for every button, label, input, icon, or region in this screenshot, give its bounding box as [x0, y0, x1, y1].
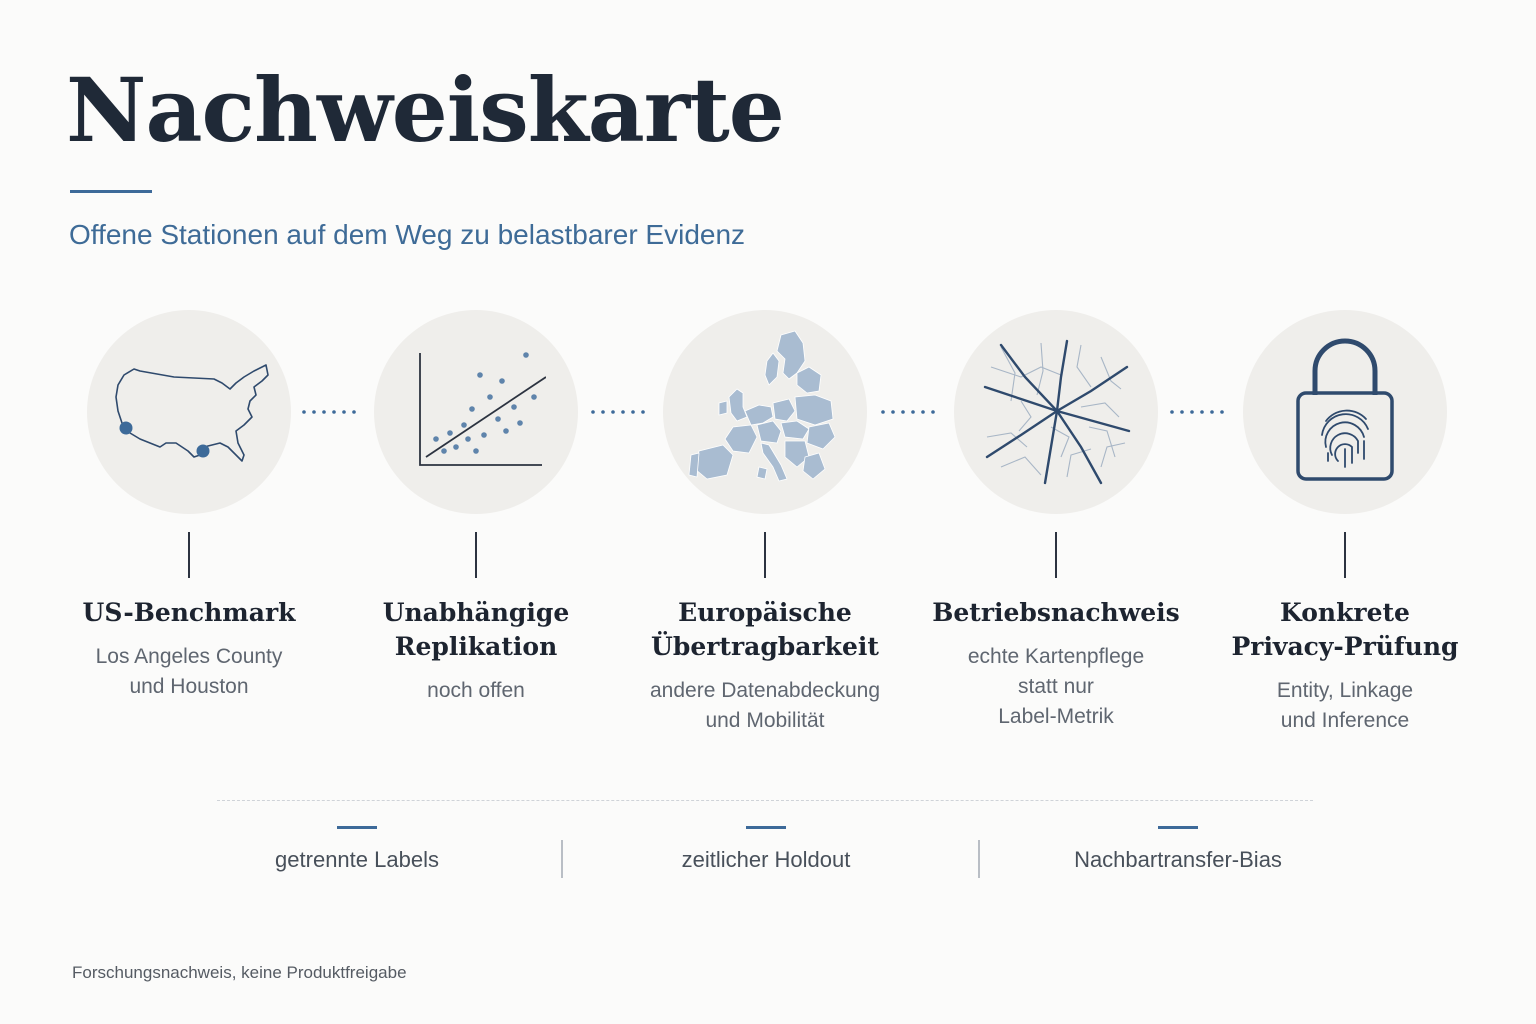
- station-description: noch offen: [427, 679, 525, 702]
- station-title: Konkrete Privacy-Prüfung: [1231, 598, 1459, 661]
- station-title: US-Benchmark: [82, 598, 296, 627]
- station-title: Europäische Übertragbarkeit: [651, 598, 879, 661]
- us-map-icon: [104, 347, 274, 477]
- station-description: Entity, Linkage und Inference: [1276, 679, 1414, 732]
- station-operations: [906, 310, 1206, 732]
- criterion-separate-labels: [197, 826, 517, 873]
- station-stem: [1055, 532, 1057, 578]
- dotted-connector: [1168, 402, 1230, 422]
- station-stem: [188, 532, 190, 578]
- station-title: Betriebsnachweis: [932, 598, 1180, 627]
- criterion-accent: [746, 826, 786, 829]
- station-us-benchmark: [39, 310, 339, 702]
- station-replication: [326, 310, 626, 706]
- criterion-accent: [337, 826, 377, 829]
- station-title: Unabhängige Replikation: [382, 598, 570, 661]
- road-network-icon: [981, 337, 1131, 487]
- dotted-connector: [589, 402, 651, 422]
- station-description: Los Angeles County und Houston: [95, 645, 283, 698]
- criterion-label: zeitlicher Holdout: [681, 847, 851, 872]
- station-disc: [1243, 310, 1447, 514]
- page-subtitle: Offene Stationen auf dem Weg zu belastbarer Evidenz: [69, 219, 746, 250]
- criteria-separator: [561, 840, 563, 878]
- station-description: andere Datenabdeckung und Mobilität: [649, 679, 880, 732]
- criterion-accent: [1158, 826, 1198, 829]
- criterion-label: getrennte Labels: [275, 847, 439, 872]
- criteria-separator: [978, 840, 980, 878]
- footnote: Forschungsnachweis, keine Produktfreigabe: [72, 963, 407, 982]
- title-underline: [70, 190, 152, 193]
- station-stem: [764, 532, 766, 578]
- station-stem: [1344, 532, 1346, 578]
- dotted-connector: [300, 402, 362, 422]
- station-disc: [663, 310, 867, 514]
- scatter-plot-icon: [406, 347, 546, 477]
- station-disc: [954, 310, 1158, 514]
- station-stem: [475, 532, 477, 578]
- criteria-divider: [217, 800, 1313, 801]
- fingerprint-lock-icon: [1290, 337, 1400, 487]
- criterion-label: Nachbartransfer-Bias: [1074, 847, 1282, 872]
- criterion-temporal-holdout: [606, 826, 926, 873]
- station-description: echte Kartenpflege statt nur Label-Metrik: [967, 645, 1145, 728]
- dotted-connector: [879, 402, 941, 422]
- europe-map-icon: [685, 327, 845, 497]
- station-disc: [87, 310, 291, 514]
- station-privacy: [1195, 310, 1495, 736]
- station-disc: [374, 310, 578, 514]
- criterion-neighbor-bias: [1018, 826, 1338, 873]
- station-europe: [615, 310, 915, 736]
- page-title: Nachweiskarte: [66, 58, 784, 162]
